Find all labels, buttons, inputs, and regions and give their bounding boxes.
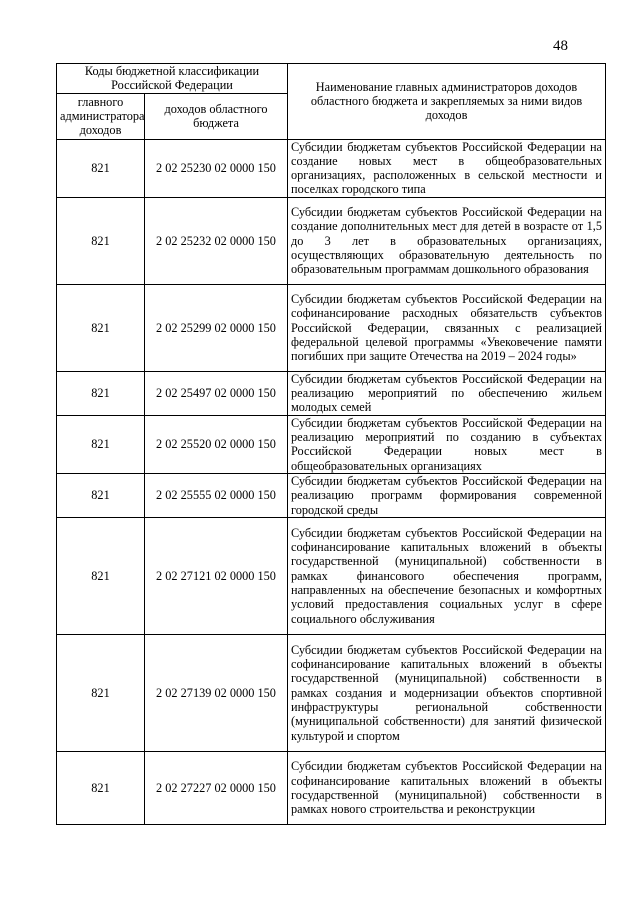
income-name-cell: Субсидии бюджетам субъектов Российской Федерации на софинансирование капитальных вложений в объекты государственной (муниципальной) собственности в рамках создания и модернизации объектов спортивной инфраструктуры региональной собственности (муниципальной собственности) для занятий физической культурой и спортом	[288, 634, 606, 751]
admin-code-cell: 821	[57, 634, 145, 751]
header-income-column: доходов областного бюджета	[145, 93, 288, 139]
admin-code-cell: 821	[57, 371, 145, 415]
admin-code-cell: 821	[57, 197, 145, 284]
income-code-cell: 2 02 27139 02 0000 150	[145, 634, 288, 751]
table-row	[57, 284, 606, 371]
income-name-cell: Субсидии бюджетам субъектов Российской Федерации на создание новых мест в общеобразовательных организациях, расположенных в сельской местности и поселках городского типа	[288, 139, 606, 197]
budget-classification-table	[56, 63, 606, 825]
admin-code-cell: 821	[57, 473, 145, 517]
page-number: 48	[553, 38, 568, 54]
income-code-cell: 2 02 25520 02 0000 150	[145, 415, 288, 473]
income-code-cell: 2 02 27121 02 0000 150	[145, 517, 288, 634]
income-code-cell: 2 02 25230 02 0000 150	[145, 139, 288, 197]
income-code-cell: 2 02 25555 02 0000 150	[145, 473, 288, 517]
income-name-cell: Субсидии бюджетам субъектов Российской Федерации на софинансирование капитальных вложений в объекты государственной (муниципальной) собственности в рамках финансового обеспечения программ, направленных на обеспечение безопасных и комфортных условий предоставления социальных услуг в сфере социального обслуживания	[288, 517, 606, 634]
income-name-cell: Субсидии бюджетам субъектов Российской Федерации на реализацию мероприятий по созданию в субъектах Российской Федерации новых мест в общеобразовательных организациях	[288, 415, 606, 473]
header-codes-group: Коды бюджетной классификации Российской Федерации	[57, 64, 288, 94]
admin-code-cell: 821	[57, 284, 145, 371]
admin-code-cell: 821	[57, 415, 145, 473]
header-name-column: Наименование главных администраторов доходов областного бюджета и закрепляемых за ними видов доходов	[288, 64, 606, 140]
income-code-cell: 2 02 27227 02 0000 150	[145, 751, 288, 824]
table-row	[57, 415, 606, 473]
admin-code-cell: 821	[57, 139, 145, 197]
table-row	[57, 751, 606, 824]
header-admin-column: главного администратора доходов	[57, 93, 145, 139]
income-name-cell: Субсидии бюджетам субъектов Российской Федерации на реализацию программ формирования современной городской среды	[288, 473, 606, 517]
income-name-cell: Субсидии бюджетам субъектов Российской Федерации на создание дополнительных мест для детей в возрасте от 1,5 до 3 лет в образовательных организациях, осуществляющих образовательную деятельность по образовательным программам дошкольного образования	[288, 197, 606, 284]
table-row	[57, 197, 606, 284]
table-row	[57, 634, 606, 751]
table-row	[57, 139, 606, 197]
table-row	[57, 517, 606, 634]
income-name-cell: Субсидии бюджетам субъектов Российской Федерации на реализацию мероприятий по обеспечению жильем молодых семей	[288, 371, 606, 415]
income-name-cell: Субсидии бюджетам субъектов Российской Федерации на софинансирование расходных обязательств субъектов Российской Федерации, связанных с реализацией федеральной целевой программы «Увековечение памяти погибших при защите Отечества на 2019 – 2024 годы»	[288, 284, 606, 371]
income-name-cell: Субсидии бюджетам субъектов Российской Федерации на софинансирование капитальных вложений в объекты государственной (муниципальной) собственности в рамках нового строительства и реконструкции	[288, 751, 606, 824]
income-code-cell: 2 02 25299 02 0000 150	[145, 284, 288, 371]
income-code-cell: 2 02 25497 02 0000 150	[145, 371, 288, 415]
admin-code-cell: 821	[57, 517, 145, 634]
table-row	[57, 371, 606, 415]
table-row	[57, 473, 606, 517]
income-code-cell: 2 02 25232 02 0000 150	[145, 197, 288, 284]
admin-code-cell: 821	[57, 751, 145, 824]
